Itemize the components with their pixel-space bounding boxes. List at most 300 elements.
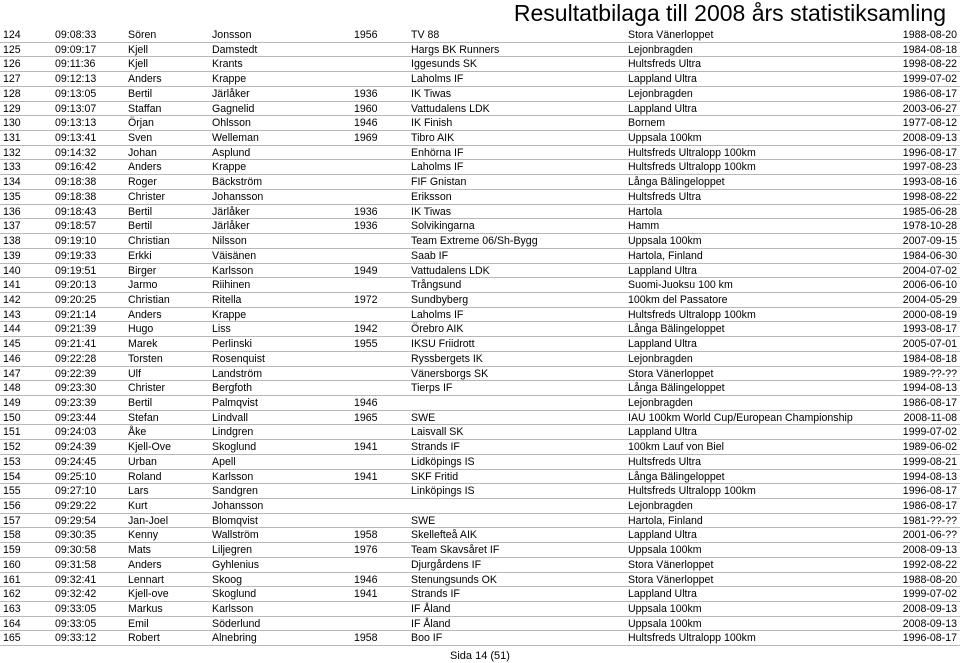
- club-cell: Solvikingarna: [411, 220, 475, 233]
- table-row: [0, 514, 960, 529]
- date-cell: 1984-08-18: [902, 352, 957, 365]
- last-name-cell: Bäckström: [212, 176, 263, 189]
- first-name-cell: Hugo: [128, 323, 154, 336]
- date-cell: 1977-08-12: [902, 117, 957, 130]
- birth-year-cell: 1956: [354, 29, 378, 41]
- last-name-cell: Skoglund: [212, 588, 257, 601]
- rank-cell: 155: [3, 485, 21, 498]
- date-cell: 2008-09-13: [902, 603, 957, 616]
- club-cell: Ryssbergets IK: [411, 352, 483, 365]
- table-row: [0, 573, 960, 588]
- first-name-cell: Erkki: [128, 249, 152, 262]
- table-row: [0, 602, 960, 617]
- rank-cell: 140: [3, 264, 21, 277]
- race-cell: Lejonbragden: [628, 352, 693, 365]
- first-name-cell: Staffan: [128, 102, 162, 115]
- club-cell: Sundbyberg: [411, 293, 469, 306]
- first-name-cell: Ulf: [128, 367, 141, 380]
- date-cell: 2004-05-29: [902, 293, 957, 306]
- club-cell: Laholms IF: [411, 308, 464, 321]
- last-name-cell: Järlåker: [212, 220, 250, 233]
- last-name-cell: Sandgren: [212, 485, 258, 498]
- table-row: [0, 587, 960, 602]
- table-row: [0, 322, 960, 337]
- time-cell: 09:11:36: [55, 58, 96, 71]
- rank-cell: 149: [3, 396, 21, 409]
- last-name-cell: Järlåker: [212, 205, 250, 218]
- birth-year-cell: 1936: [354, 220, 378, 233]
- first-name-cell: Lars: [128, 485, 149, 498]
- first-name-cell: Sören: [128, 29, 157, 41]
- rank-cell: 153: [3, 455, 21, 468]
- rank-cell: 146: [3, 352, 21, 365]
- time-cell: 09:13:41: [55, 132, 97, 145]
- rank-cell: 127: [3, 73, 21, 86]
- table-row: [0, 72, 960, 87]
- table-row: [0, 234, 960, 249]
- club-cell: Strands IF: [411, 441, 460, 454]
- time-cell: 09:19:33: [55, 249, 97, 262]
- rank-cell: 152: [3, 441, 21, 454]
- date-cell: 1989-??-??: [902, 367, 957, 380]
- rank-cell: 134: [3, 176, 21, 189]
- race-cell: Uppsala 100km: [628, 617, 702, 630]
- date-cell: 1999-07-02: [902, 426, 957, 439]
- date-cell: 1989-06-02: [902, 441, 957, 454]
- birth-year-cell: 1972: [354, 293, 378, 306]
- time-cell: 09:23:39: [55, 396, 97, 409]
- first-name-cell: Robert: [128, 632, 160, 645]
- first-name-cell: Kurt: [128, 500, 148, 512]
- club-cell: Tierps IF: [411, 382, 453, 395]
- last-name-cell: Liljegren: [212, 544, 253, 557]
- rank-cell: 125: [3, 43, 21, 56]
- birth-year-cell: 1942: [354, 323, 378, 336]
- first-name-cell: Kjell-Ove: [128, 441, 171, 454]
- time-cell: 09:33:05: [55, 603, 97, 616]
- time-cell: 09:23:30: [55, 382, 97, 395]
- last-name-cell: Ritella: [212, 293, 242, 306]
- club-cell: Team Skavsåret IF: [411, 544, 500, 557]
- table-row: [0, 293, 960, 308]
- table-row: [0, 278, 960, 293]
- first-name-cell: Åke: [128, 426, 147, 439]
- race-cell: Lappland Ultra: [628, 426, 697, 439]
- date-cell: 1978-10-28: [902, 220, 957, 233]
- last-name-cell: Gagnelid: [212, 102, 255, 115]
- last-name-cell: Nilsson: [212, 235, 247, 248]
- race-cell: Bornem: [628, 117, 666, 130]
- race-cell: Uppsala 100km: [628, 132, 702, 145]
- club-cell: Vattudalens LDK: [411, 102, 490, 115]
- club-cell: Stenungsunds OK: [411, 573, 497, 586]
- time-cell: 09:25:10: [55, 470, 97, 483]
- race-cell: Hultsfreds Ultralopp 100km: [628, 485, 756, 498]
- table-row: [0, 175, 960, 190]
- race-cell: Lappland Ultra: [628, 264, 697, 277]
- date-cell: 2000-08-19: [902, 308, 957, 321]
- time-cell: 09:24:45: [55, 455, 97, 468]
- table-row: [0, 396, 960, 411]
- race-cell: IAU 100km World Cup/European Championship: [628, 411, 853, 424]
- date-cell: 1994-08-13: [902, 382, 957, 395]
- first-name-cell: Anders: [128, 308, 162, 321]
- last-name-cell: Krappe: [212, 161, 247, 174]
- club-cell: Boo IF: [411, 632, 443, 645]
- date-cell: 1996-08-17: [902, 146, 957, 159]
- race-cell: Hartola, Finland: [628, 514, 703, 527]
- first-name-cell: Christer: [128, 190, 166, 203]
- birth-year-cell: 1955: [354, 338, 378, 351]
- time-cell: 09:08:33: [55, 29, 97, 41]
- birth-year-cell: 1936: [354, 87, 378, 100]
- race-cell: Hultsfreds Ultra: [628, 58, 701, 71]
- race-cell: Stora Vänerloppet: [628, 558, 714, 571]
- table-row: [0, 264, 960, 279]
- race-cell: Hultsfreds Ultra: [628, 190, 701, 203]
- rank-cell: 141: [3, 279, 21, 292]
- rank-cell: 137: [3, 220, 21, 233]
- last-name-cell: Bergfoth: [212, 382, 253, 395]
- race-cell: Stora Vänerloppet: [628, 367, 714, 380]
- table-row: [0, 617, 960, 632]
- club-cell: SKF Fritid: [411, 470, 459, 483]
- first-name-cell: Anders: [128, 73, 162, 86]
- table-row: [0, 87, 960, 102]
- race-cell: Långa Bälingeloppet: [628, 323, 725, 336]
- first-name-cell: Stefan: [128, 411, 159, 424]
- time-cell: 09:24:39: [55, 441, 97, 454]
- birth-year-cell: 1960: [354, 102, 378, 115]
- rank-cell: 138: [3, 235, 21, 248]
- date-cell: 1998-08-22: [902, 58, 957, 71]
- race-cell: Stora Vänerloppet: [628, 29, 714, 41]
- rank-cell: 126: [3, 58, 21, 71]
- last-name-cell: Krappe: [212, 73, 247, 86]
- first-name-cell: Johan: [128, 146, 157, 159]
- birth-year-cell: 1941: [354, 470, 378, 483]
- table-row: [0, 57, 960, 72]
- table-row: [0, 484, 960, 499]
- race-cell: Hamm: [628, 220, 660, 233]
- race-cell: Långa Bälingeloppet: [628, 176, 725, 189]
- club-cell: SWE: [411, 514, 436, 527]
- first-name-cell: Birger: [128, 264, 157, 277]
- first-name-cell: Christer: [128, 382, 166, 395]
- date-cell: 1986-08-17: [902, 87, 957, 100]
- time-cell: 09:14:32: [55, 146, 97, 159]
- table-row: [0, 131, 960, 146]
- race-cell: Lappland Ultra: [628, 338, 697, 351]
- time-cell: 09:20:25: [55, 293, 97, 306]
- first-name-cell: Jan-Joel: [128, 514, 169, 527]
- rank-cell: 130: [3, 117, 21, 130]
- last-name-cell: Väisänen: [212, 249, 257, 262]
- table-row: [0, 631, 960, 646]
- birth-year-cell: 1949: [354, 264, 378, 277]
- last-name-cell: Järlåker: [212, 87, 250, 100]
- last-name-cell: Palmqvist: [212, 396, 258, 409]
- time-cell: 09:18:38: [55, 190, 97, 203]
- first-name-cell: Bertil: [128, 87, 153, 100]
- race-cell: Uppsala 100km: [628, 235, 702, 248]
- last-name-cell: Ohlsson: [212, 117, 251, 130]
- date-cell: 1993-08-16: [902, 176, 957, 189]
- race-cell: 100km Lauf von Biel: [628, 441, 724, 454]
- time-cell: 09:30:35: [55, 529, 97, 542]
- time-cell: 09:16:42: [55, 161, 97, 174]
- date-cell: 1985-06-28: [902, 205, 957, 218]
- page-footer: Sida 14 (51): [450, 650, 510, 662]
- race-cell: Lejonbragden: [628, 396, 693, 409]
- first-name-cell: Roger: [128, 176, 157, 189]
- rank-cell: 139: [3, 249, 21, 262]
- club-cell: Strands IF: [411, 588, 460, 601]
- club-cell: Vänersborgs SK: [411, 367, 489, 380]
- last-name-cell: Johansson: [212, 190, 264, 203]
- race-cell: Hultsfreds Ultralopp 100km: [628, 161, 756, 174]
- club-cell: Skellefteå AIK: [411, 529, 477, 542]
- race-cell: Hartola, Finland: [628, 249, 703, 262]
- race-cell: Uppsala 100km: [628, 603, 702, 616]
- table-row: [0, 28, 960, 43]
- race-cell: Lejonbragden: [628, 87, 693, 100]
- last-name-cell: Wallström: [212, 529, 259, 542]
- last-name-cell: Perlinski: [212, 338, 253, 351]
- table-row: [0, 455, 960, 470]
- race-cell: Suomi-Juoksu 100 km: [628, 279, 733, 292]
- time-cell: 09:24:03: [55, 426, 97, 439]
- club-cell: Linköpings IS: [411, 485, 475, 498]
- time-cell: 09:13:13: [55, 117, 97, 130]
- birth-year-cell: 1946: [354, 396, 378, 409]
- birth-year-cell: 1941: [354, 441, 378, 454]
- date-cell: 2003-06-27: [902, 102, 957, 115]
- table-row: [0, 543, 960, 558]
- last-name-cell: Landström: [212, 367, 263, 380]
- time-cell: 09:19:51: [55, 264, 97, 277]
- first-name-cell: Jarmo: [128, 279, 158, 292]
- first-name-cell: Roland: [128, 470, 162, 483]
- date-cell: 1986-08-17: [902, 396, 957, 409]
- time-cell: 09:09:17: [55, 43, 97, 56]
- time-cell: 09:21:39: [55, 323, 97, 336]
- race-cell: Hultsfreds Ultralopp 100km: [628, 632, 756, 645]
- club-cell: IK Tiwas: [411, 87, 452, 100]
- first-name-cell: Markus: [128, 603, 163, 616]
- last-name-cell: Lindvall: [212, 411, 248, 424]
- date-cell: 1999-08-21: [902, 455, 957, 468]
- time-cell: 09:20:13: [55, 279, 97, 292]
- table-row: [0, 528, 960, 543]
- time-cell: 09:18:38: [55, 176, 97, 189]
- time-cell: 09:33:05: [55, 617, 97, 630]
- rank-cell: 162: [3, 588, 21, 601]
- time-cell: 09:19:10: [55, 235, 97, 248]
- club-cell: Örebro AIK: [411, 323, 464, 336]
- birth-year-cell: 1965: [354, 411, 378, 424]
- birth-year-cell: 1946: [354, 117, 378, 130]
- date-cell: 1981-??-??: [902, 514, 957, 527]
- time-cell: 09:27:10: [55, 485, 97, 498]
- race-cell: Uppsala 100km: [628, 544, 702, 557]
- first-name-cell: Lennart: [128, 573, 164, 586]
- race-cell: Långa Bälingeloppet: [628, 470, 725, 483]
- time-cell: 09:29:22: [55, 500, 97, 512]
- time-cell: 09:12:13: [55, 73, 97, 86]
- rank-cell: 147: [3, 367, 21, 380]
- club-cell: IF Åland: [411, 617, 451, 630]
- club-cell: Trångsund: [411, 279, 462, 292]
- table-row: [0, 219, 960, 234]
- last-name-cell: Söderlund: [212, 617, 261, 630]
- birth-year-cell: 1976: [354, 544, 378, 557]
- club-cell: Laisvall SK: [411, 426, 464, 439]
- last-name-cell: Karlsson: [212, 470, 254, 483]
- club-cell: Eriksson: [411, 190, 452, 203]
- table-row: [0, 249, 960, 264]
- date-cell: 1994-08-13: [902, 470, 957, 483]
- rank-cell: 161: [3, 573, 21, 586]
- rank-cell: 145: [3, 338, 21, 351]
- table-row: [0, 499, 960, 514]
- last-name-cell: Liss: [212, 323, 231, 336]
- date-cell: 1993-08-17: [902, 323, 957, 336]
- last-name-cell: Karlsson: [212, 264, 254, 277]
- table-row: [0, 558, 960, 573]
- birth-year-cell: 1936: [354, 205, 378, 218]
- club-cell: Hargs BK Runners: [411, 43, 500, 56]
- date-cell: 2004-07-02: [902, 264, 957, 277]
- table-row: [0, 160, 960, 175]
- first-name-cell: Christian: [128, 235, 170, 248]
- birth-year-cell: 1958: [354, 632, 378, 645]
- rank-cell: 151: [3, 426, 21, 439]
- table-row: [0, 381, 960, 396]
- table-row: [0, 190, 960, 205]
- rank-cell: 142: [3, 293, 21, 306]
- rank-cell: 157: [3, 514, 21, 527]
- time-cell: 09:29:54: [55, 514, 97, 527]
- table-row: [0, 337, 960, 352]
- rank-cell: 165: [3, 632, 21, 645]
- club-cell: SWE: [411, 411, 436, 424]
- date-cell: 1988-08-20: [902, 29, 957, 41]
- table-row: [0, 308, 960, 323]
- rank-cell: 132: [3, 146, 21, 159]
- first-name-cell: Anders: [128, 558, 162, 571]
- club-cell: Djurgårdens IF: [411, 558, 482, 571]
- date-cell: 1992-08-22: [902, 558, 957, 571]
- table-row: [0, 43, 960, 58]
- table-row: [0, 205, 960, 220]
- race-cell: Långa Bälingeloppet: [628, 382, 725, 395]
- first-name-cell: Kenny: [128, 529, 159, 542]
- page-title: Resultatbilaga till 2008 års statistiksamling: [513, 0, 946, 26]
- rank-cell: 159: [3, 544, 21, 557]
- time-cell: 09:21:14: [55, 308, 97, 321]
- table-row: [0, 102, 960, 117]
- race-cell: Hultsfreds Ultralopp 100km: [628, 308, 756, 321]
- time-cell: 09:32:42: [55, 588, 97, 601]
- club-cell: IK Tiwas: [411, 205, 452, 218]
- race-cell: Stora Vänerloppet: [628, 573, 714, 586]
- date-cell: 1984-06-30: [902, 249, 957, 262]
- last-name-cell: Jonsson: [212, 29, 252, 41]
- first-name-cell: Kjell: [128, 58, 149, 71]
- last-name-cell: Damstedt: [212, 43, 258, 56]
- birth-year-cell: 1958: [354, 529, 378, 542]
- last-name-cell: Rosenquist: [212, 352, 265, 365]
- first-name-cell: Torsten: [128, 352, 163, 365]
- club-cell: Enhörna IF: [411, 146, 464, 159]
- rank-cell: 150: [3, 411, 21, 424]
- first-name-cell: Bertil: [128, 396, 153, 409]
- race-cell: 100km del Passatore: [628, 293, 728, 306]
- date-cell: 1998-08-22: [902, 190, 957, 203]
- rank-cell: 135: [3, 190, 21, 203]
- race-cell: Lejonbragden: [628, 500, 693, 512]
- table-row: [0, 440, 960, 455]
- time-cell: 09:21:41: [55, 338, 97, 351]
- last-name-cell: Skoglund: [212, 441, 257, 454]
- time-cell: 09:18:57: [55, 220, 97, 233]
- date-cell: 2006-06-10: [902, 279, 957, 292]
- table-row: [0, 352, 960, 367]
- race-cell: Hultsfreds Ultra: [628, 455, 701, 468]
- rank-cell: 128: [3, 87, 21, 100]
- first-name-cell: Mats: [128, 544, 151, 557]
- date-cell: 1996-08-17: [902, 485, 957, 498]
- last-name-cell: Welleman: [212, 132, 259, 145]
- club-cell: Laholms IF: [411, 73, 464, 86]
- club-cell: Iggesunds SK: [411, 58, 477, 71]
- time-cell: 09:32:41: [55, 573, 97, 586]
- rank-cell: 148: [3, 382, 21, 395]
- time-cell: 09:13:05: [55, 87, 97, 100]
- last-name-cell: Krants: [212, 58, 243, 71]
- time-cell: 09:18:43: [55, 205, 97, 218]
- time-cell: 09:30:58: [55, 544, 97, 557]
- race-cell: Lejonbragden: [628, 43, 693, 56]
- last-name-cell: Lindgren: [212, 426, 254, 439]
- race-cell: Lappland Ultra: [628, 102, 697, 115]
- date-cell: 1999-07-02: [902, 73, 957, 86]
- table-row: [0, 146, 960, 161]
- first-name-cell: Sven: [128, 132, 153, 145]
- date-cell: 1984-08-18: [902, 43, 957, 56]
- club-cell: Laholms IF: [411, 161, 464, 174]
- date-cell: 1996-08-17: [902, 632, 957, 645]
- rank-cell: 144: [3, 323, 21, 336]
- club-cell: Saab IF: [411, 249, 449, 262]
- date-cell: 2008-09-13: [902, 544, 957, 557]
- race-cell: Lappland Ultra: [628, 588, 697, 601]
- club-cell: TV 88: [411, 29, 440, 41]
- first-name-cell: Bertil: [128, 205, 153, 218]
- table-row: [0, 411, 960, 426]
- rank-cell: 160: [3, 558, 21, 571]
- time-cell: 09:31:58: [55, 558, 97, 571]
- first-name-cell: Marek: [128, 338, 158, 351]
- rank-cell: 133: [3, 161, 21, 174]
- table-row: [0, 425, 960, 440]
- time-cell: 09:13:07: [55, 102, 97, 115]
- date-cell: 1999-07-02: [902, 588, 957, 601]
- last-name-cell: Apell: [212, 455, 236, 468]
- race-cell: Lappland Ultra: [628, 73, 697, 86]
- date-cell: 1986-08-17: [902, 500, 957, 512]
